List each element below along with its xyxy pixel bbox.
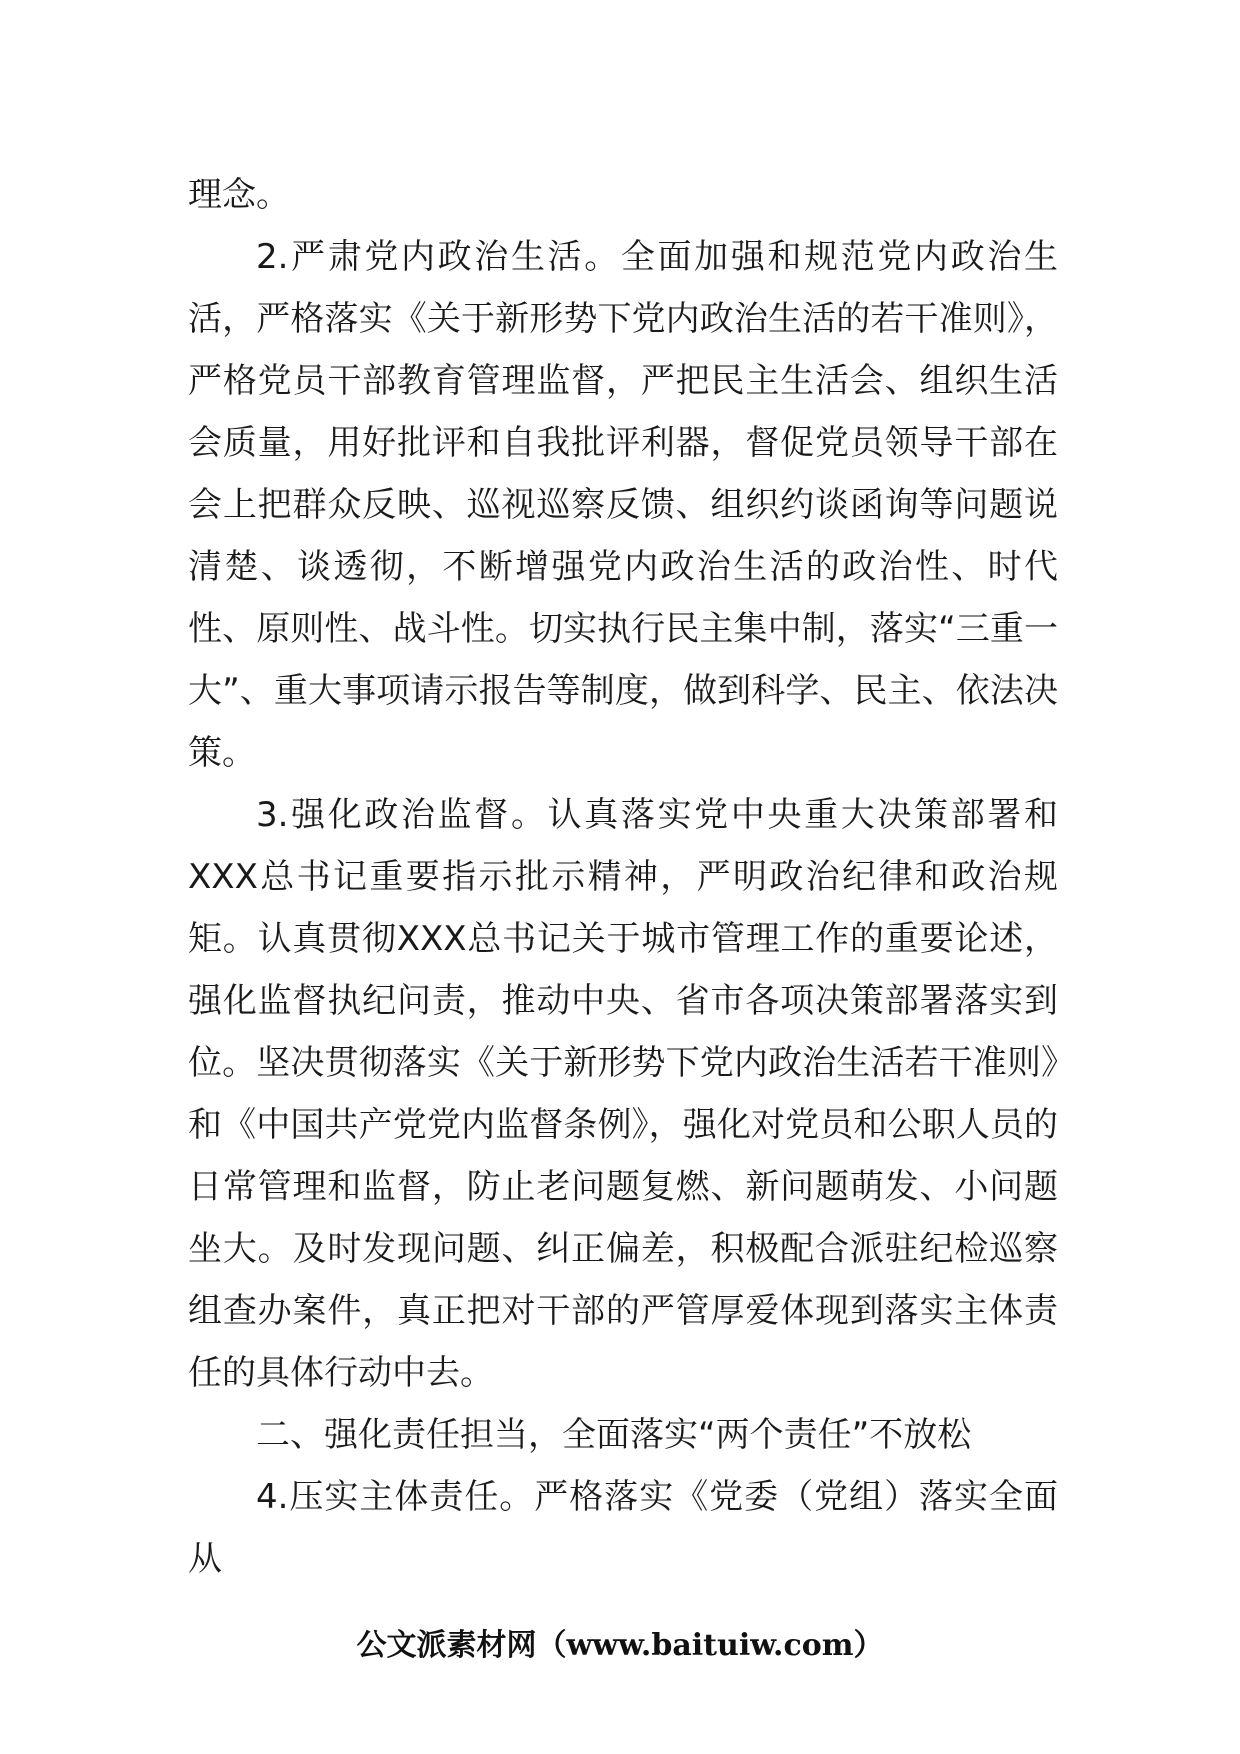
footer-watermark: 公文派素材网（www.baituiw.com） bbox=[356, 1628, 884, 1663]
paragraph-item-4: 4.压实主体责任。严格落实《党委（党组）落实全面从 bbox=[188, 1477, 1058, 1579]
document-body bbox=[188, 164, 1058, 1590]
paragraph-item-3: 3.强化政治监督。认真落实党中央重大决策部署和XXX总书记重要指示批示精神，严明政治纪律和政治规矩。认真贯彻XXX总书记关于城市管理工作的重要论述，强化监督执纪问责，推动中央、省市各项决策部署落实到位。坚决贯彻落实《关于新形势下党内政治生活若干准则》和《中国共产党党内监督条例》，强化对党员和公职人员的日常管理和监督，防止老问题复燃、新问题萌发、小问题坐大。及时发现问题、纠正偏差，积极配合派驻纪检巡察组查办案件，真正把对干部的严管厚爱体现到落实主体责任的具体行动中去。 bbox=[188, 795, 1058, 1393]
section-heading: 二、强化责任担当，全面落实“两个责任”不放松 bbox=[256, 1415, 972, 1455]
paragraph-item-2: 2.严肃党内政治生活。全面加强和规范党内政治生活，严格落实《关于新形势下党内政治生活的若干准则》，严格党员干部教育管理监督，严把民主生活会、组织生活会质量，用好批评和自我批评利器，督促党员领导干部在会上把群众反映、巡视巡察反馈、组织约谈函询等问题说清楚、谈透彻，不断增强党内政治生活的政治性、时代性、原则性、战斗性。切实执行民主集中制，落实“三重一大”、重大事项请示报告等制度，做到科学、民主、依法决策。 bbox=[188, 237, 1058, 773]
paragraph-continuation: 理念。 bbox=[188, 175, 290, 215]
